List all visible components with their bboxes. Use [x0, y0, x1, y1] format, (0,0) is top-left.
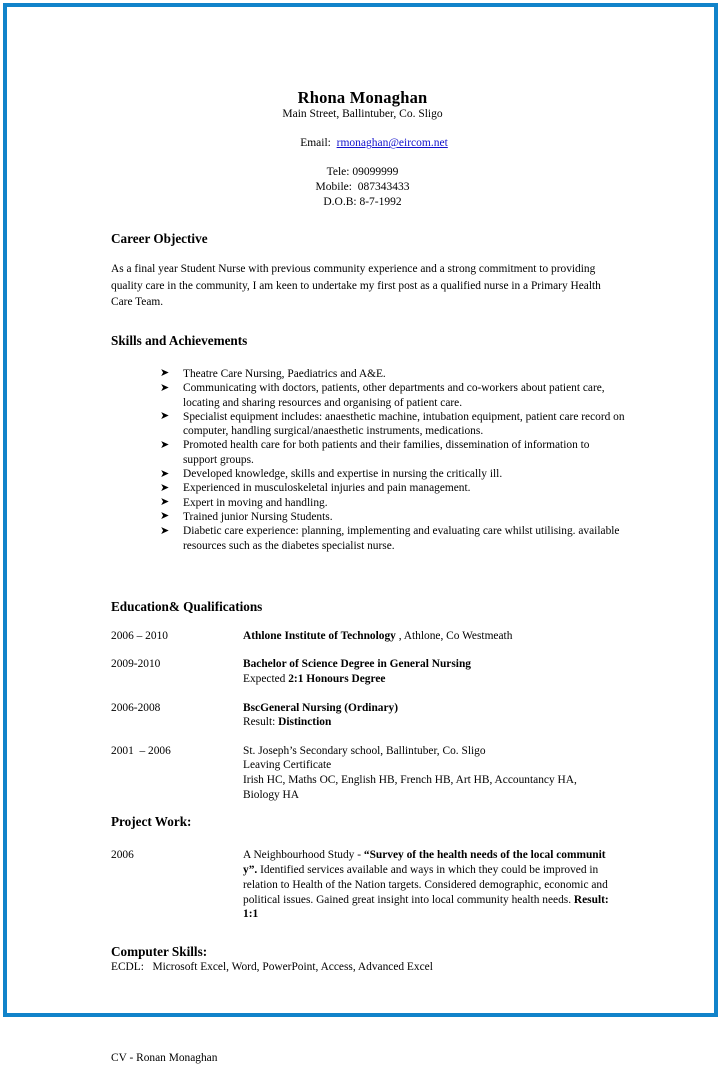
skill-bullet-item: [160, 410, 625, 439]
education-institution-location: St. Joseph’s Secondary school, Ballintuber, Co. Sligo: [243, 744, 486, 757]
education-result-line: [243, 672, 625, 687]
education-institution-name: Bachelor of Science Degree in General Nursing: [243, 658, 471, 671]
education-result-label: Expected: [243, 672, 289, 685]
arrow-bullet-icon: ➤: [160, 509, 170, 523]
arrow-bullet-icon: ➤: [160, 523, 170, 537]
education-row: [111, 744, 625, 802]
education-institution-line: [243, 701, 625, 716]
skill-bullet-item: [160, 367, 625, 381]
candidate-address: Main Street, Ballintuber, Co. Sligo: [282, 108, 443, 120]
education-date: 2006-2008: [111, 701, 161, 714]
skill-bullet-item: [160, 481, 625, 495]
section-heading-skills: Skills and Achievements: [111, 332, 248, 348]
arrow-bullet-icon: ➤: [160, 409, 170, 423]
project-intro: A Neighbourhood Study -: [243, 849, 364, 862]
education-date: 2009-2010: [111, 658, 161, 671]
skill-bullet-item: [160, 438, 625, 467]
skill-bullet-text: Developed knowledge, skills and expertise in nursing the critically ill.: [183, 468, 503, 481]
education-subject-line: Irish HC, Maths OC, English HB, French HB, Art HB, Accountancy HA,: [243, 773, 577, 786]
computer-skills-line: ECDL: Microsoft Excel, Word, PowerPoint, Access, Advanced Excel: [111, 961, 433, 974]
skill-bullet-item: [160, 381, 625, 410]
education-row: [111, 701, 625, 730]
skill-bullet-text: Communicating with doctors, patients, other departments and co-workers about patient care, locating and sharing resources and organising of patient care.: [183, 382, 605, 409]
candidate-name: Rhona Monaghan: [297, 88, 428, 107]
education-row: [111, 657, 625, 686]
education-institution-line: [243, 744, 625, 759]
project-work-body: [243, 848, 615, 922]
skill-bullet-text: Trained junior Nursing Students.: [183, 510, 333, 523]
education-result-label: Result:: [243, 716, 279, 729]
education-institution-name: Athlone Institute of Technology: [243, 629, 396, 642]
education-date: 2006 – 2010: [111, 629, 168, 642]
education-detail: [243, 744, 625, 802]
education-institution-line: [243, 657, 625, 672]
candidate-dob: D.O.B: 8-7-1992: [323, 195, 402, 208]
section-heading-computer-skills: Computer Skills:: [111, 944, 208, 960]
career-objective-text: As a final year Student Nurse with previous community experience and a strong commitment to providing quality care in the community, I am keen to undertake my first post as a qualified nurse in a Primary Health Care Team.: [111, 263, 601, 309]
skill-bullet-text: Diabetic care experience: planning, implementing and evaluating care whilst utilising. available resources such as the diabetes specialist nurse.: [183, 525, 620, 552]
candidate-telephone: Tele: 09099999: [326, 166, 399, 179]
project-title: “Survey of the health needs of the local communit y”.: [243, 849, 606, 876]
arrow-bullet-icon: ➤: [160, 380, 170, 394]
cv-body: [0, 231, 725, 1066]
section-heading-education: Education& Qualifications: [111, 598, 263, 614]
education-result-label: Leaving Certificate: [243, 759, 332, 772]
project-description: Identified services available and ways in which they could be improved in relation to Health of the Nation targets. Considered demographic, economic and political issues. Gained great insight into local community health needs.: [243, 863, 608, 906]
education-result-value: Distinction: [278, 716, 332, 729]
section-heading-project-work: Project Work:: [111, 814, 192, 830]
education-institution-name: BscGeneral Nursing (Ordinary): [243, 701, 399, 714]
education-detail: [243, 701, 625, 730]
education-result-line: [243, 715, 625, 730]
skill-bullet-text: Theatre Care Nursing, Paediatrics and A&E.: [183, 367, 386, 380]
section-heading-career-objective: Career Objective: [111, 231, 208, 247]
education-institution-location: , Athlone, Co Westmeath: [395, 629, 513, 642]
skill-bullet-text: Expert in moving and handling.: [183, 496, 328, 509]
skill-bullet-text: Experienced in musculoskeletal injuries and pain management.: [183, 482, 471, 495]
education-date: 2001 – 2006: [111, 744, 171, 757]
cv-header: [0, 0, 725, 209]
education-result-line: [243, 758, 625, 773]
education-result-value: 2:1 Honours Degree: [288, 672, 386, 685]
education-subject-line: Biology HA: [243, 788, 300, 801]
skill-bullet-text: Specialist equipment includes: anaesthetic machine, intubation equipment, patient care record on computer, handling surgical/anaesthetic instruments, medications.: [183, 410, 625, 438]
project-work-row: [111, 848, 625, 922]
project-result: Result: 1:1: [243, 893, 609, 921]
education-rows: [111, 629, 625, 802]
skill-bullet-item: [160, 524, 625, 553]
skill-bullet-item: [160, 510, 625, 524]
skill-bullet-text: Promoted health care for both patients and their families, dissemination of information to support groups.: [183, 439, 590, 466]
education-detail: [243, 657, 625, 686]
arrow-bullet-icon: ➤: [160, 495, 170, 509]
skills-bullet-list: [111, 367, 625, 553]
candidate-mobile: Mobile: 087343433: [315, 180, 410, 193]
education-row: [111, 629, 625, 644]
page-footer: CV - Ronan Monaghan: [111, 1052, 218, 1065]
arrow-bullet-icon: ➤: [160, 480, 170, 494]
candidate-email-row: [0, 122, 725, 166]
email-link[interactable]: rmonaghan@eircom.net: [336, 137, 448, 150]
skill-bullet-item: [160, 467, 625, 481]
education-institution-line: [243, 629, 625, 644]
project-work-date: 2006: [111, 849, 134, 862]
skill-bullet-item: [160, 496, 625, 510]
education-detail: [243, 629, 625, 644]
email-label: Email:: [300, 137, 331, 150]
arrow-bullet-icon: ➤: [160, 437, 170, 451]
arrow-bullet-icon: ➤: [160, 466, 170, 480]
arrow-bullet-icon: ➤: [160, 366, 170, 380]
